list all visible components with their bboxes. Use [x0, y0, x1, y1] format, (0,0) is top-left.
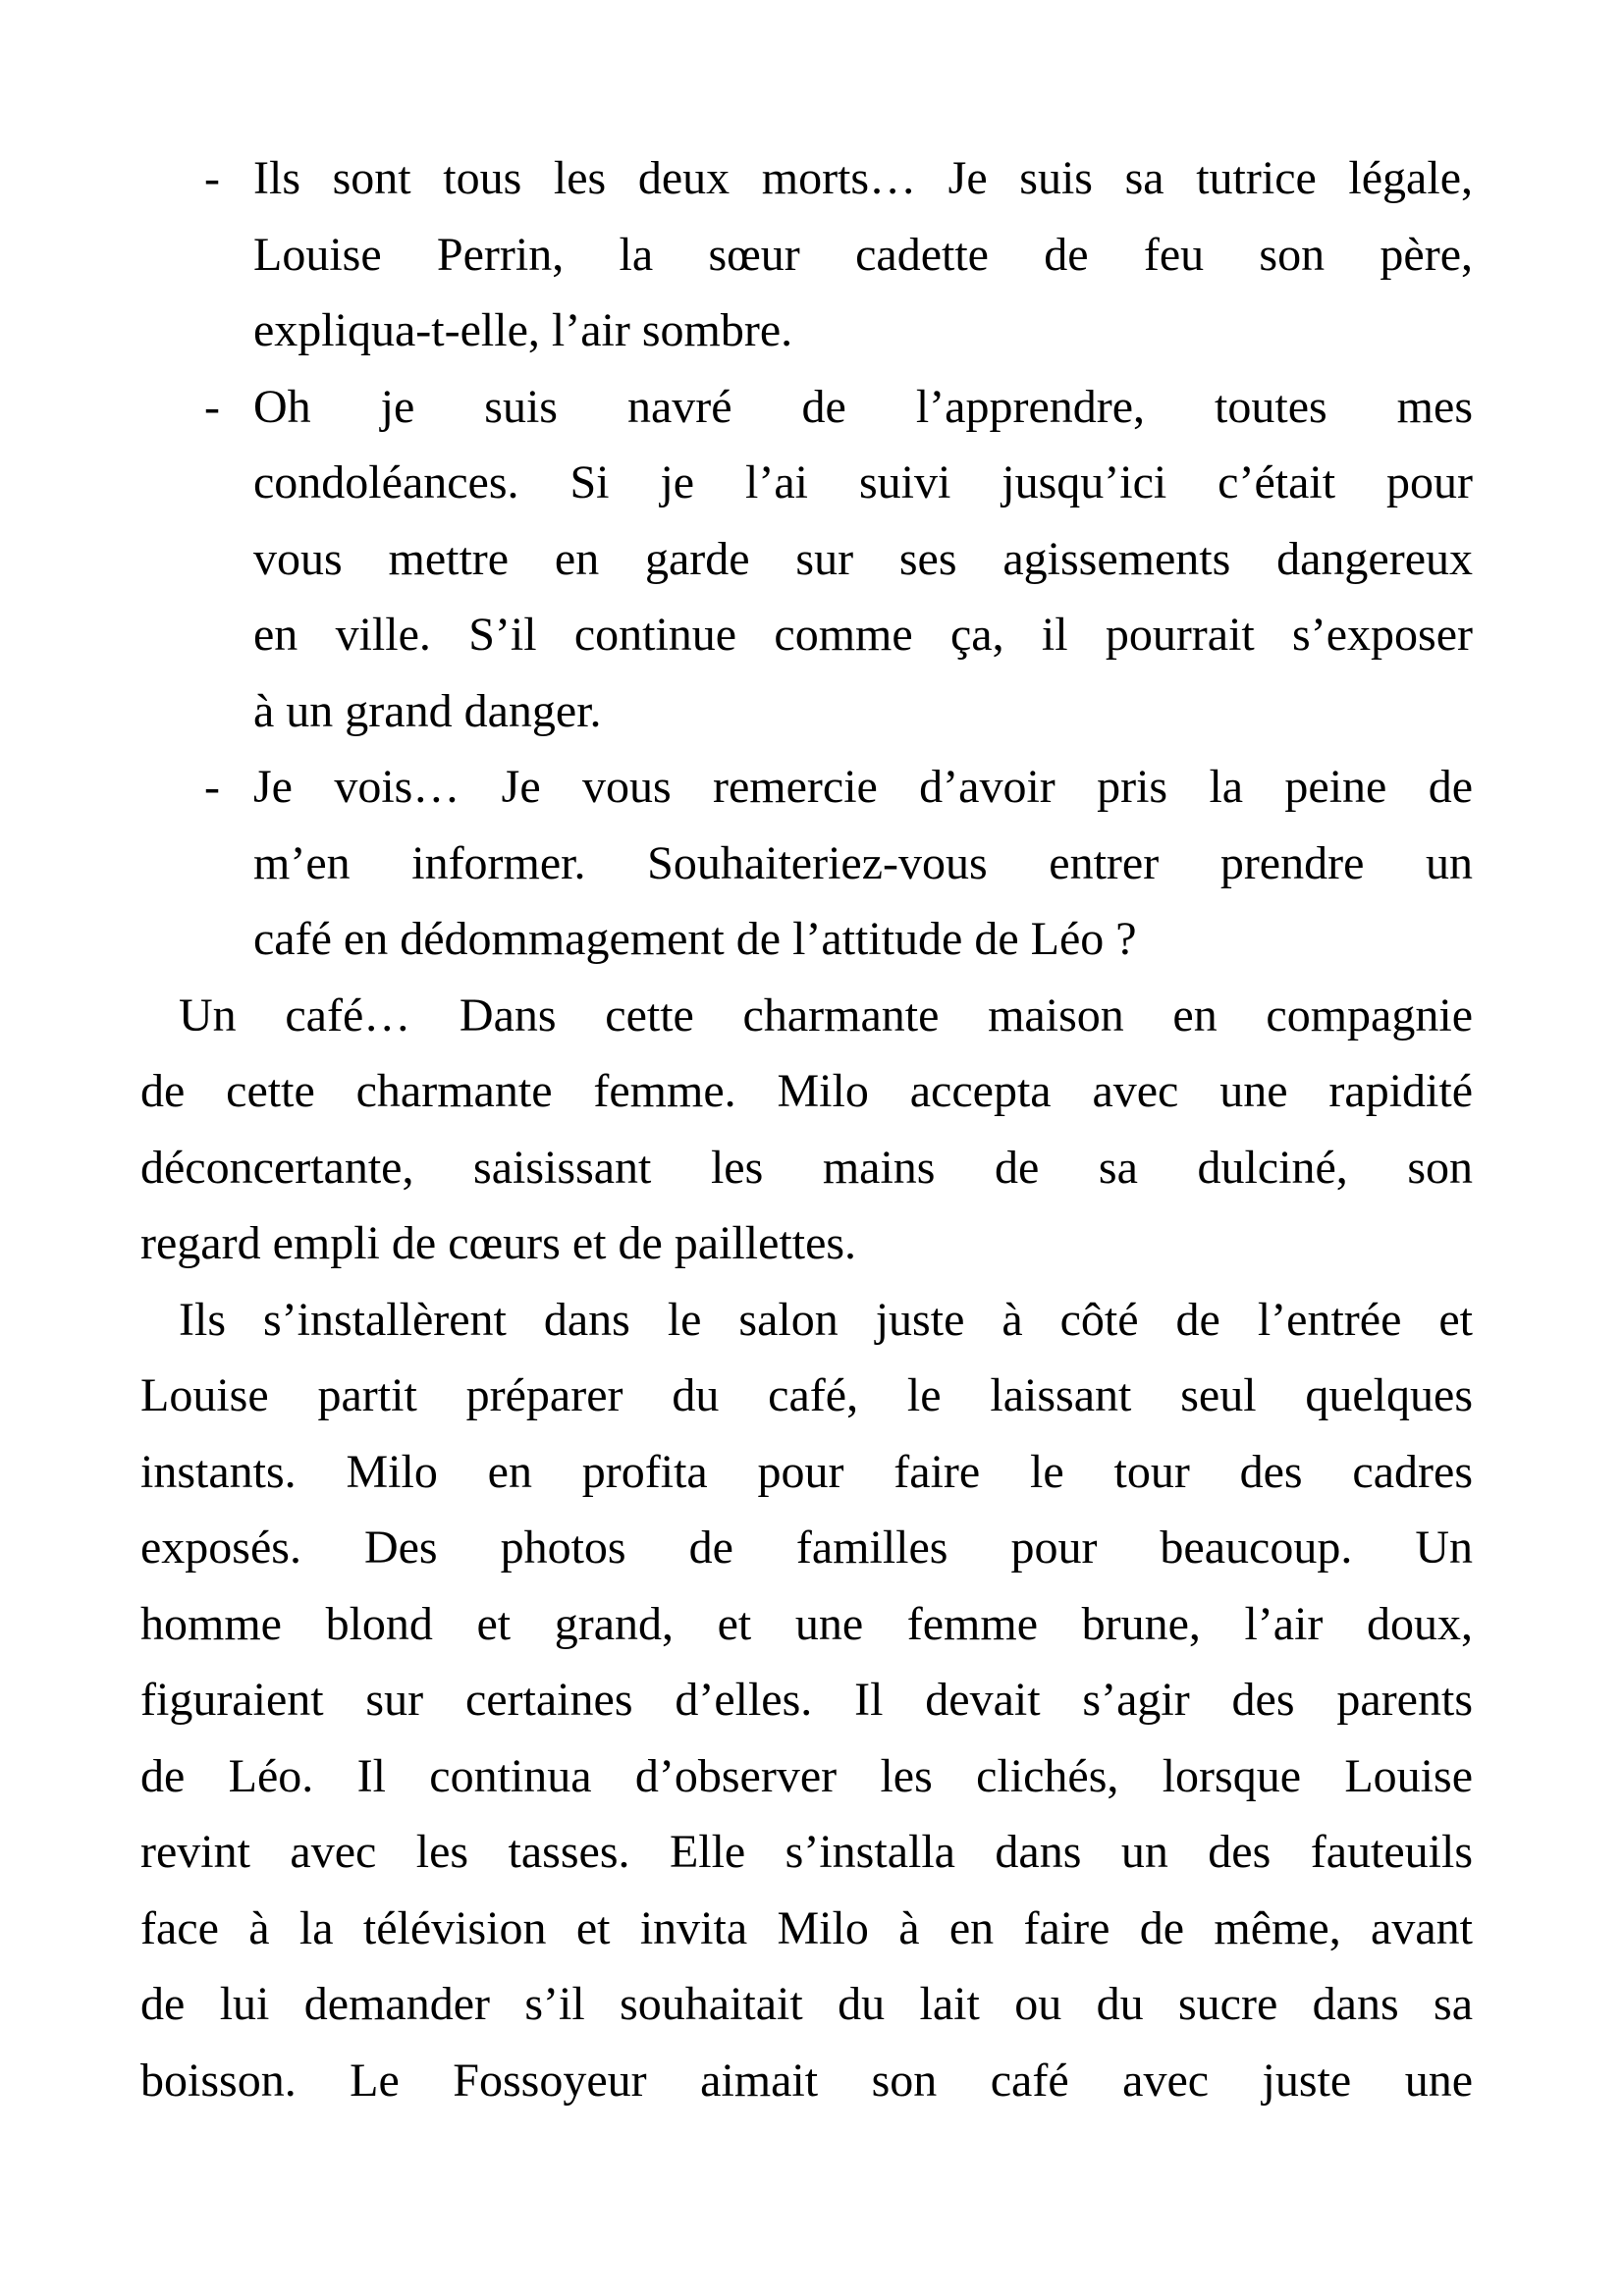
text-line: Oh je suis navré de l’apprendre, toutes mes - [140, 369, 1473, 446]
text-line: revint avec les tasses. Elle s’installa dans un des fauteuils [140, 1826, 1473, 1878]
page-text [140, 140, 1473, 2118]
text-line: déconcertante, saisissant les mains de sa dulciné, son [140, 1141, 1473, 1194]
text-line: Ils s’installèrent dans le salon juste à côté de l’entrée et [179, 1293, 1473, 1346]
dialogue-dash: - [204, 380, 220, 433]
text-line: m’en informer. Souhaiteriez-vous entrer prendre un [253, 836, 1473, 889]
text-line: exposés. Des photos de familles pour beaucoup. Un [140, 1522, 1473, 1574]
text-line: vous mettre en garde sur ses agissements dangereux [253, 532, 1473, 585]
text-line: condoléances. Si je l’ai suivi jusqu’ici c’était pour [253, 456, 1473, 508]
text-line: Je vois… Je vous remercie d’avoir pris la peine de - [140, 749, 1473, 826]
text-line: café en dédommagement de l’attitude de Léo ? [253, 913, 1137, 965]
text-line: Louise Perrin, la sœur cadette de feu son père, [253, 228, 1473, 281]
text-line: de cette charmante femme. Milo accepta avec une rapidité [140, 1065, 1473, 1117]
text-line: boisson. Le Fossoyeur aimait son café avec juste une [140, 2054, 1473, 2107]
text-line: à un grand danger. [253, 684, 602, 737]
text-line: homme blond et grand, et une femme brune, l’air doux, [140, 1597, 1473, 1650]
text-line: expliqua-t-elle, l’air sombre. [253, 304, 793, 356]
text-line: Un café… Dans cette charmante maison en compagnie [179, 988, 1473, 1041]
text-line: Ils sont tous les deux morts… Je suis sa tutrice légale, - [140, 140, 1473, 217]
text-line: de Léo. Il continua d’observer les clichés, lorsque Louise [140, 1749, 1473, 1802]
text-line: de lui demander s’il souhaitait du lait ou du sucre dans sa [140, 1978, 1473, 2030]
text-line: instants. Milo en profita pour faire le tour des cadres [140, 1445, 1473, 1498]
text-line: regard empli de cœurs et de paillettes. [140, 1217, 857, 1269]
dialogue-dash: - [204, 152, 220, 204]
text-line: Louise partit préparer du café, le laissant seul quelques [140, 1369, 1473, 1421]
dialogue-dash: - [204, 761, 220, 813]
text-line: en ville. S’il continue comme ça, il pourrait s’exposer [253, 609, 1473, 661]
text-line: figuraient sur certaines d’elles. Il devait s’agir des parents [140, 1674, 1473, 1726]
text-line: face à la télévision et invita Milo à en faire de même, avant [140, 1901, 1473, 1954]
